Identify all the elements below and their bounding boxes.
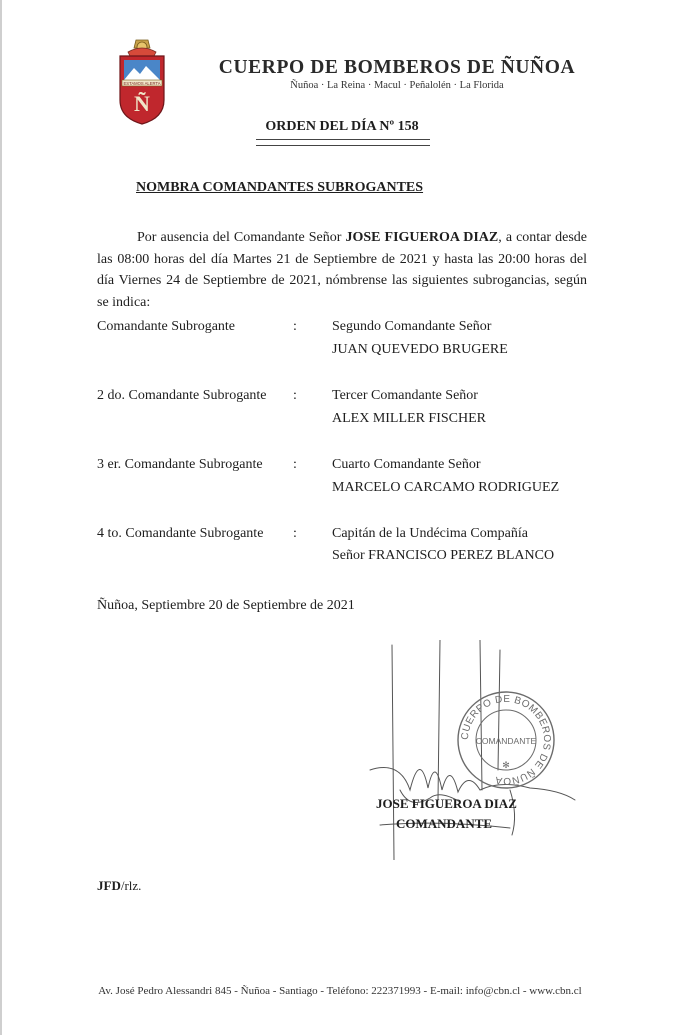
signatory-name: JOSE FIGUEROA DIAZ bbox=[376, 796, 517, 811]
signatory-title: COMANDANTE bbox=[396, 816, 493, 831]
assignment-colon: : bbox=[293, 526, 297, 541]
order-title-double-rule bbox=[256, 139, 430, 146]
initials-bold: JFD bbox=[97, 878, 121, 893]
assignment-colon: : bbox=[293, 457, 297, 472]
official-stamp bbox=[456, 690, 556, 790]
subject-heading: NOMBRA COMANDANTES SUBROGANTES bbox=[136, 180, 424, 195]
stamp-star-icon: ✻ bbox=[502, 760, 510, 770]
body-intro-before: Por ausencia del Comandante Señor bbox=[137, 230, 346, 245]
initials-reference bbox=[97, 878, 141, 894]
stamp-center-text: COMANDANTE bbox=[475, 736, 537, 746]
scan-edge bbox=[0, 0, 2, 1035]
assignment-colon: : bbox=[293, 319, 297, 334]
body-commander-name: JOSE FIGUEROA DIAZ bbox=[345, 230, 499, 245]
logo-letter: Ñ bbox=[134, 91, 150, 116]
assignment-position: Segundo Comandante Señor bbox=[332, 319, 492, 334]
assignment-position: Tercer Comandante Señor bbox=[332, 388, 478, 403]
assignment-colon: : bbox=[293, 388, 297, 403]
assignment-role: 4 to. Comandante Subrogante bbox=[97, 526, 264, 541]
body-paragraph bbox=[97, 227, 587, 313]
organization-communes: Ñuñoa · La Reina · Macul · Peñalolén · La Florida bbox=[290, 80, 504, 91]
order-title: ORDEN DEL DÍA Nº 158 bbox=[265, 119, 419, 134]
assignment-person: Señor FRANCISCO PEREZ BLANCO bbox=[332, 548, 555, 563]
footer-contact: Av. José Pedro Alessandri 845 - Ñuñoa - Santiago - Teléfono: 222371993 - E-mail: info@cbn.cl - www.cbn.cl bbox=[98, 985, 582, 997]
logo-banner-text: ESTAMOS ALERTA bbox=[123, 80, 161, 86]
assignment-role: Comandante Subrogante bbox=[97, 319, 236, 334]
stamp-ring-text: CUERPO DE BOMBEROS DE ÑUÑOA bbox=[459, 693, 553, 787]
initials-rest: /rlz. bbox=[120, 878, 142, 893]
assignment-person: MARCELO CARCAMO RODRIGUEZ bbox=[332, 480, 560, 495]
body-intro-after: , a contar desde las 08:00 horas del día Martes 21 de Septiembre de 2021 y hasta las 20:00 horas del día Viernes 24 de Septiembre de 2021, nómbrense las siguientes subrogancias, según se indica: bbox=[97, 230, 587, 310]
organization-name: CUERPO DE BOMBEROS DE ÑUÑOA bbox=[218, 57, 576, 78]
assignment-role: 2 do. Comandante Subrogante bbox=[97, 388, 267, 403]
assignment-role: 3 er. Comandante Subrogante bbox=[97, 457, 263, 472]
assignment-person: ALEX MILLER FISCHER bbox=[332, 411, 486, 426]
assignment-person: JUAN QUEVEDO BRUGERE bbox=[332, 342, 508, 357]
assignment-position: Cuarto Comandante Señor bbox=[332, 457, 481, 472]
assignment-position: Capitán de la Undécima Compañía bbox=[332, 526, 528, 541]
date-line: Ñuñoa, Septiembre 20 de Septiembre de 2021 bbox=[97, 598, 355, 613]
